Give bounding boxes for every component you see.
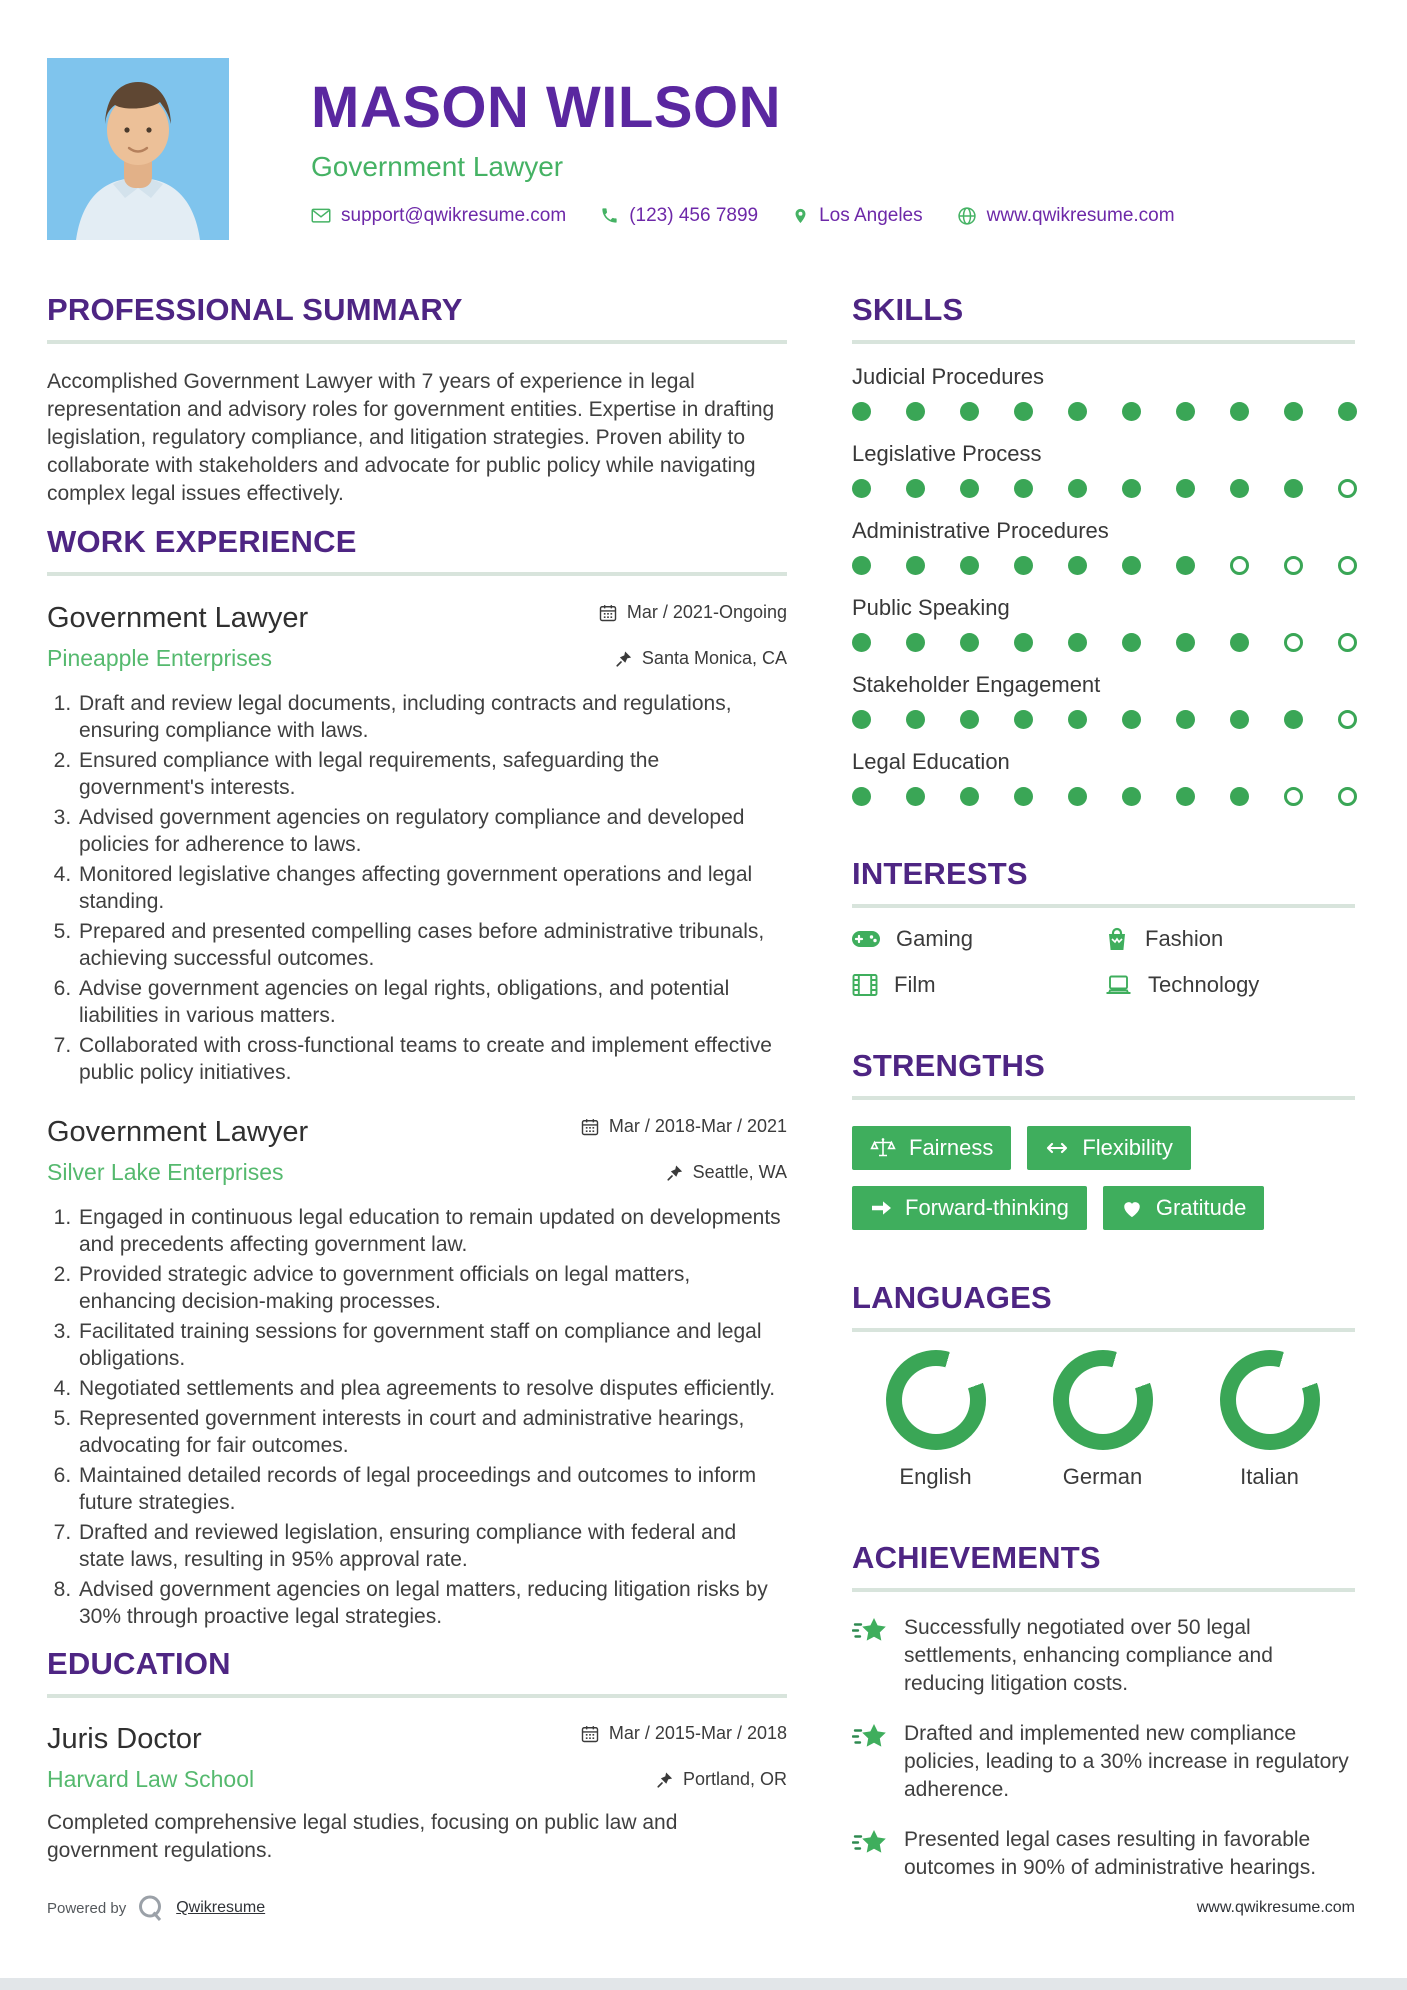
header-info (311, 58, 1175, 240)
skill-rating (852, 787, 1355, 806)
powered-by-label: Powered by (47, 1899, 127, 1917)
education-date (580, 1723, 787, 1744)
achievement-item (852, 1614, 1355, 1698)
section-divider (852, 1096, 1355, 1100)
skill-dot-filled (1122, 556, 1141, 575)
education-heading: EDUCATION (47, 1646, 231, 1681)
skill-dot-filled (906, 402, 925, 421)
strengths-section (852, 1048, 1355, 1230)
job-bullet: 5. Represented government interests in court and administrative hearings, advocating for fair outcomes. (77, 1405, 787, 1459)
skill-dot-filled (1230, 402, 1249, 421)
globe-icon (957, 206, 977, 226)
strength-label: Fairness (909, 1135, 994, 1160)
job-bullet: 3. Facilitated training sessions for government staff on compliance and legal obligations. (77, 1318, 787, 1372)
language-item (852, 1350, 1019, 1490)
achievements-section (852, 1540, 1355, 1882)
calendar-icon (580, 1117, 600, 1137)
qwikresume-link[interactable]: Qwikresume (176, 1899, 266, 1916)
skill-dot-filled (906, 787, 925, 806)
skill-dot-filled (1014, 787, 1033, 806)
skill-dot-empty (1338, 479, 1357, 498)
skill-dot-filled (960, 633, 979, 652)
section-divider (47, 572, 787, 576)
name: MASON WILSON (311, 75, 781, 140)
skill-dot-filled (1014, 479, 1033, 498)
summary-text: Accomplished Government Lawyer with 7 years of experience in legal representation and advisory roles for government entities. Expertise in drafting legislation, regulatory compliance, and litigation strategies. Proven ability to collaborate with stakeholders and advocate for public policy while navigating complex legal issues effectively. (47, 370, 775, 505)
job-bullet-list (47, 1204, 787, 1630)
skill-dot-filled (1068, 633, 1087, 652)
shopping-bag-icon (1105, 926, 1129, 952)
skill-dot-filled (1176, 479, 1195, 498)
job-bullet: 8. Advised government agencies on legal matters, reducing litigation risks by 30% through proactive legal strategies. (77, 1576, 787, 1630)
interests-section (852, 856, 1355, 998)
film-icon (852, 973, 878, 997)
skill-dot-empty (1284, 556, 1303, 575)
achievement-item (852, 1720, 1355, 1804)
language-name: English (899, 1464, 972, 1489)
skill-dot-empty (1338, 710, 1357, 729)
summary-section (47, 292, 787, 508)
languages-list (852, 1350, 1355, 1490)
contact-email (311, 205, 566, 227)
header (0, 0, 1407, 240)
job-subheader (47, 1159, 787, 1186)
skill-name: Legislative Process (852, 441, 1042, 466)
footer-branding (47, 1893, 265, 1923)
skill-rating (852, 479, 1355, 498)
skill-dot-empty (1338, 556, 1357, 575)
scales-icon (870, 1136, 896, 1160)
interest-label: Fashion (1145, 926, 1224, 951)
company-name: Silver Lake Enterprises (47, 1159, 284, 1185)
job-subheader (47, 645, 787, 672)
skill-name: Judicial Procedures (852, 364, 1044, 389)
languages-section (852, 1280, 1355, 1490)
profile-photo-image (47, 58, 229, 240)
qwikresume-logo-icon (136, 1893, 166, 1923)
job-bullet: 1. Engaged in continuous legal education to remain updated on developments and precedents affecting government law. (77, 1204, 787, 1258)
section-divider (47, 1694, 787, 1698)
skill-dot-filled (1122, 710, 1141, 729)
content (0, 292, 1407, 1882)
pushpin-icon (666, 1164, 684, 1182)
strength-label: Gratitude (1155, 1195, 1247, 1220)
job-bullet-list (47, 690, 787, 1086)
contact-location (792, 205, 923, 227)
job-bullet: 4. Monitored legislative changes affecting government operations and legal standing. (77, 861, 787, 915)
skill-dot-filled (1230, 710, 1249, 729)
language-name: Italian (1240, 1464, 1299, 1489)
skill-item (852, 672, 1355, 729)
skill-dot-filled (1014, 710, 1033, 729)
education-date-text: Mar / 2015-Mar / 2018 (608, 1723, 787, 1743)
school-name: Harvard Law School (47, 1766, 255, 1792)
experience-section (47, 524, 787, 1630)
skill-dot-filled (1068, 479, 1087, 498)
achievement-text: Drafted and implemented new compliance policies, leading to a 30% increase in regulatory adherence. (904, 1722, 1349, 1801)
skill-dot-filled (1014, 633, 1033, 652)
skill-dot-filled (1230, 787, 1249, 806)
job-date-text: Mar / 2018-Mar / 2021 (608, 1116, 787, 1136)
job-location-text: Santa Monica, CA (641, 648, 787, 668)
section-divider (852, 340, 1355, 344)
summary-heading: PROFESSIONAL SUMMARY (47, 292, 463, 327)
job-bullet: 7. Collaborated with cross-functional teams to create and implement effective public policy initiatives. (77, 1032, 787, 1086)
interest-item (1105, 972, 1355, 998)
skill-dot-filled (852, 402, 871, 421)
skill-dot-filled (1176, 633, 1195, 652)
strengths-heading: STRENGTHS (852, 1048, 1045, 1083)
achievements-heading: ACHIEVEMENTS (852, 1540, 1101, 1575)
contact-row (311, 205, 1175, 227)
skill-rating (852, 710, 1355, 729)
skill-dot-filled (1176, 710, 1195, 729)
strength-badge (1103, 1186, 1265, 1230)
interest-item (1105, 926, 1355, 952)
skill-dot-empty (1338, 633, 1357, 652)
education-subheader (47, 1766, 787, 1793)
job-date (598, 602, 787, 623)
job-bullet: 6. Maintained detailed records of legal proceedings and outcomes to inform future strategies. (77, 1462, 787, 1516)
skill-rating (852, 633, 1355, 652)
envelope-icon (311, 206, 331, 226)
skill-dot-filled (960, 787, 979, 806)
job-title: Government Lawyer (47, 1116, 309, 1148)
skill-dot-filled (852, 787, 871, 806)
skill-dot-filled (852, 710, 871, 729)
skill-item (852, 595, 1355, 652)
skill-dot-empty (1284, 787, 1303, 806)
strength-badges (852, 1126, 1355, 1230)
strength-label: Forward-thinking (905, 1195, 1069, 1220)
interest-label: Film (894, 972, 936, 997)
skill-dot-filled (1122, 402, 1141, 421)
degree-title: Juris Doctor (47, 1723, 202, 1755)
languages-heading: LANGUAGES (852, 1280, 1052, 1315)
strength-label: Flexibility (1082, 1135, 1173, 1160)
skill-dot-empty (1338, 787, 1357, 806)
strength-badge (852, 1186, 1087, 1230)
skill-dot-filled (1014, 556, 1033, 575)
job-location-text: Seattle, WA (692, 1162, 787, 1182)
skill-dot-filled (906, 556, 925, 575)
education-location (656, 1769, 787, 1790)
skill-item (852, 518, 1355, 575)
job-entry (47, 602, 787, 1086)
language-level-ring (1053, 1350, 1153, 1450)
pushpin-icon (656, 1771, 674, 1789)
strength-badge (852, 1126, 1011, 1170)
education-description: Completed comprehensive legal studies, focusing on public law and government regulations. (47, 1811, 678, 1862)
skill-dot-filled (1068, 402, 1087, 421)
laptop-icon (1105, 974, 1132, 996)
skill-dot-filled (906, 633, 925, 652)
skill-dot-filled (852, 633, 871, 652)
language-name: German (1062, 1464, 1143, 1489)
email-link[interactable]: support@qwikresume.com (341, 204, 567, 226)
interest-item (852, 972, 1105, 998)
interest-item (852, 926, 1105, 952)
skill-dot-empty (1284, 633, 1303, 652)
job-location (666, 1162, 787, 1183)
job-location (615, 648, 787, 669)
section-divider (47, 340, 787, 344)
education-location-text: Portland, OR (682, 1769, 787, 1789)
skill-name: Public Speaking (852, 595, 1010, 620)
interest-label: Gaming (896, 926, 974, 951)
location-pin-icon (792, 206, 809, 226)
skill-item (852, 441, 1355, 498)
phone-icon (600, 206, 619, 225)
achievement-text: Successfully negotiated over 50 legal settlements, enhancing compliance and reducing litigation costs. (904, 1616, 1273, 1695)
education-section (47, 1646, 787, 1865)
skill-dot-filled (1284, 479, 1303, 498)
website-link[interactable]: www.qwikresume.com (986, 204, 1175, 226)
section-divider (852, 1588, 1355, 1592)
heart-icon (1121, 1198, 1143, 1218)
language-item (1186, 1350, 1353, 1490)
profile-photo (47, 58, 229, 240)
contact-website (957, 205, 1175, 227)
arrows-horizontal-icon (1045, 1139, 1069, 1157)
shooting-star-icon (852, 1828, 888, 1860)
job-title: Government Lawyer (47, 602, 309, 634)
skill-dot-filled (1068, 787, 1087, 806)
skill-name: Stakeholder Engagement (852, 672, 1101, 697)
skill-dot-filled (960, 710, 979, 729)
skill-dot-filled (852, 479, 871, 498)
location-text: Los Angeles (819, 204, 923, 226)
skill-item (852, 364, 1355, 421)
skill-dot-filled (1176, 402, 1195, 421)
job-bullet: 2. Provided strategic advice to government officials on legal matters, enhancing decision-making processes. (77, 1261, 787, 1315)
footer (47, 1893, 1355, 1923)
interests-heading: INTERESTS (852, 856, 1028, 891)
gamepad-icon (852, 929, 880, 949)
language-level-ring (886, 1350, 986, 1450)
arrow-right-icon (870, 1198, 892, 1218)
job-bullet: 6. Advise government agencies on legal rights, obligations, and potential liabilities in various matters. (77, 975, 787, 1029)
right-column (852, 292, 1355, 1882)
pushpin-icon (615, 650, 633, 668)
skills-section (852, 292, 1355, 806)
skill-dot-filled (1338, 402, 1357, 421)
language-item (1019, 1350, 1186, 1490)
skill-dot-filled (906, 710, 925, 729)
skill-rating (852, 402, 1355, 421)
education-entry (47, 1723, 787, 1865)
skill-dot-filled (960, 479, 979, 498)
strength-badge (1027, 1126, 1190, 1170)
job-bullet: 1. Draft and review legal documents, including contracts and regulations, ensuring compliance with laws. (77, 690, 787, 744)
left-column (47, 292, 787, 1882)
interest-label: Technology (1148, 972, 1260, 997)
job-bullet: 7. Drafted and reviewed legislation, ensuring compliance with federal and state laws, resulting in 95% approval rate. (77, 1519, 787, 1573)
skill-dot-filled (1176, 787, 1195, 806)
job-header (47, 1116, 787, 1149)
achievement-text: Presented legal cases resulting in favorable outcomes in 90% of administrative hearings. (904, 1828, 1317, 1879)
job-date (580, 1116, 787, 1137)
job-bullet: 5. Prepared and presented compelling cases before administrative tribunals, achieving successful outcomes. (77, 918, 787, 972)
skill-name: Administrative Procedures (852, 518, 1109, 543)
company-name: Pineapple Enterprises (47, 645, 273, 671)
job-header (47, 602, 787, 635)
job-bullet: 3. Advised government agencies on regulatory compliance and developed policies for adherence to laws. (77, 804, 787, 858)
skills-heading: SKILLS (852, 292, 964, 327)
job-bullet: 4. Negotiated settlements and plea agreements to resolve disputes efficiently. (77, 1375, 787, 1402)
contact-phone (600, 205, 758, 227)
achievement-item (852, 1826, 1355, 1882)
phone-link[interactable]: (123) 456 7899 (629, 204, 759, 226)
shooting-star-icon (852, 1616, 888, 1648)
skill-dot-filled (1122, 479, 1141, 498)
skill-dot-filled (1176, 556, 1195, 575)
skill-dot-filled (906, 479, 925, 498)
skill-dot-filled (1014, 402, 1033, 421)
skill-dot-filled (960, 402, 979, 421)
skill-dot-filled (1122, 787, 1141, 806)
skill-dot-filled (1230, 633, 1249, 652)
education-header (47, 1723, 787, 1756)
job-date-text: Mar / 2021-Ongoing (626, 602, 787, 622)
skill-dot-filled (1068, 710, 1087, 729)
shooting-star-icon (852, 1722, 888, 1754)
skill-dot-filled (960, 556, 979, 575)
language-level-ring (1220, 1350, 1320, 1450)
skill-dot-filled (1122, 633, 1141, 652)
bottom-strip (0, 1978, 1407, 1990)
skill-item (852, 749, 1355, 806)
section-divider (852, 1328, 1355, 1332)
skill-dot-filled (1284, 402, 1303, 421)
section-divider (852, 904, 1355, 908)
skill-dot-filled (1230, 479, 1249, 498)
skill-dot-empty (1230, 556, 1249, 575)
calendar-icon (598, 603, 618, 623)
experience-heading: WORK EXPERIENCE (47, 524, 357, 559)
skill-name: Legal Education (852, 749, 1010, 774)
skill-dot-filled (1284, 710, 1303, 729)
job-bullet: 2. Ensured compliance with legal requirements, safeguarding the government's interests. (77, 747, 787, 801)
header-job-title: Government Lawyer (311, 150, 564, 182)
interests-grid (852, 926, 1355, 998)
calendar-icon (580, 1724, 600, 1744)
footer-website-link[interactable]: www.qwikresume.com (1196, 1899, 1355, 1916)
job-entry (47, 1116, 787, 1630)
skill-rating (852, 556, 1355, 575)
skill-dot-filled (1068, 556, 1087, 575)
skill-dot-filled (852, 556, 871, 575)
